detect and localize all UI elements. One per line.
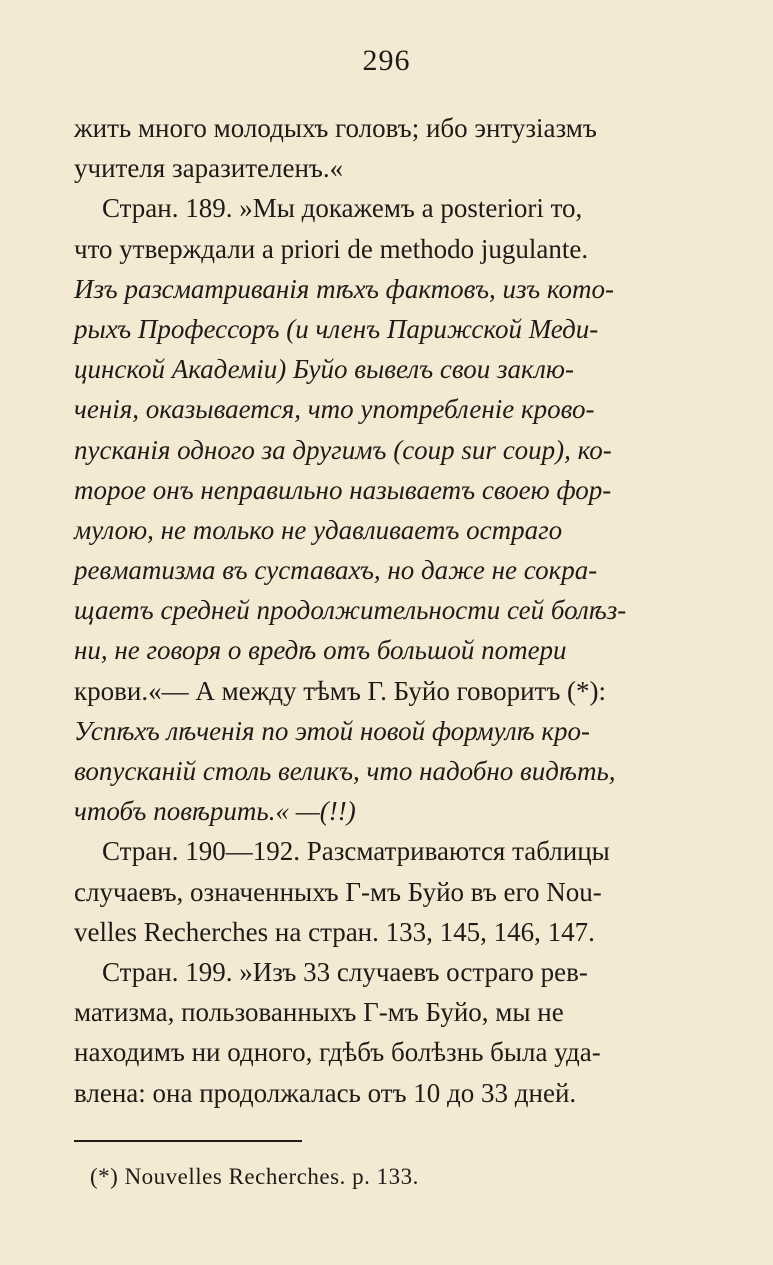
text-line: Изъ разсматриванія тѣхъ фактовъ, изъ кото- [74,273,614,304]
footnote-separator [74,1140,302,1142]
text-line: ревматизма въ суставахъ, но даже не сокра- [74,555,598,586]
text-line: торое онъ неправильно называетъ своею фор- [74,474,612,505]
text-line: жить много молодыхъ головъ; ибо энтузіазмъ [74,113,597,143]
text-line: учителя заразителенъ.« [74,153,344,184]
text-line: чтобъ повѣрить.« —(!!) [74,796,356,827]
text-line: Стран. 199. »Изъ 33 случаевъ остраго рев- [102,956,588,987]
text-line: velles Recherches на стран. 133, 145, 146, 147. [74,916,595,947]
page-body [74,108,734,1113]
text-line: цинской Академіи) Буйо вывелъ свои заклю- [74,354,574,385]
text-line: что утверждали a priori de methodo jugulante. [74,233,589,264]
footnote: (*) Nouvelles Recherches. p. 133. [90,1164,419,1189]
text-line: Стран. 189. »Мы докажемъ a posteriori то, [102,193,583,224]
text-line: щаетъ средней продолжительности сей болѣз- [74,595,627,626]
text-line: случаевъ, означенныхъ Г-мъ Буйо въ его Nou- [74,876,602,907]
text-line: Успѣхъ лѣченія по этой новой формулѣ кро- [74,715,590,746]
text-line: находимъ ни одного, гдѣбъ болѣзнь была уда- [74,1037,601,1068]
text-line: ни, не говоря о вредѣ отъ большой потери [74,635,567,666]
text-line: Стран. 190—192. Разсматриваются таблицы [102,836,610,867]
text-line: ченія, оказывается, что употребленіе крово- [74,394,595,425]
text-line: пусканія одного за другимъ (coup sur coup), ко- [74,434,612,465]
text-line: крови.«— А между тѣмъ Г. Буйо говоритъ (*): [74,675,607,706]
text-line: вопусканій столь великъ, что надобно видѣть, [74,756,616,786]
text-line: матизма, пользованныхъ Г-мъ Буйо, мы не [74,997,564,1028]
text-line: рыхъ Профессоръ (и членъ Парижской Меди- [74,313,599,344]
text-line: мулою, не только не удавливаетъ остраго [74,514,563,545]
text-line: влена: она продолжалась отъ 10 до 33 дней. [74,1077,577,1108]
page-number: 296 [362,44,411,77]
